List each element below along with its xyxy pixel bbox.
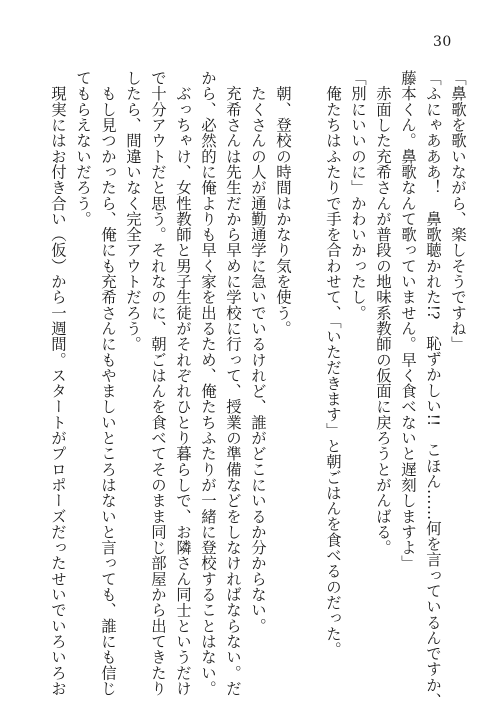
text-line: 充希さんは先生だから早めに学校に行って、授業の準備などをしなければならない。だ bbox=[224, 70, 242, 696]
section-break bbox=[295, 70, 320, 655]
text-line: たくさんの人が通勤通学に急いでいるけれど、誰がどこにいるか分からない。 bbox=[249, 70, 267, 634]
page-number: 30 bbox=[433, 34, 452, 50]
body-text bbox=[45, 70, 470, 708]
text-line: 「ふにゃあああ！ 鼻歌聴かれた!? 恥ずかしい!! こほん……何を言っているんですか、 bbox=[424, 70, 442, 708]
text-line: もし見つかったら、俺にも充希さんにもやましいところはないと言っても、誰にも信じ bbox=[99, 70, 117, 696]
text-line: 俺たちはふたりで手を合わせて、「いただきます」と朝ごはんを食べるのだった。 bbox=[324, 70, 342, 657]
text-line: したら、間違いなく完全アウトだろう。 bbox=[124, 70, 142, 352]
text-line: 「鼻歌を歌いながら、楽しそうですね」 bbox=[449, 70, 467, 352]
text-line: で十分アウトだと思う。それなのに、朝ごはんを食べてそのまま同じ部屋から出てきたり bbox=[149, 70, 167, 696]
text-line: 朝、登校の時間はかなり気を使う。 bbox=[274, 70, 292, 337]
text-line: 赤面した充希さんが普段の地味系教師の仮面に戻ろうとがんばる。 bbox=[374, 70, 392, 556]
text-line: てもらえないだろう。 bbox=[74, 70, 92, 227]
text-line: から、必然的に俺よりも早く家を出るため、俺たちふたりが一緒に登校することはない。 bbox=[199, 70, 217, 696]
text-line: ぶっちゃけ、女性教師と男子生徒がそれぞれひとり暮らしで、お隣さん同士というだけ bbox=[174, 70, 192, 696]
text-line: 「別にいいのに」かわいかったし。 bbox=[349, 70, 367, 321]
text-line: 現実にはお付き合い（仮）から一週間。スタートがプロポーズだったせいでいろいろお bbox=[49, 70, 67, 696]
text-line: 藤本くん。鼻歌なんて歌っていません。早く食べないと遅刻しますよ」 bbox=[399, 70, 417, 571]
